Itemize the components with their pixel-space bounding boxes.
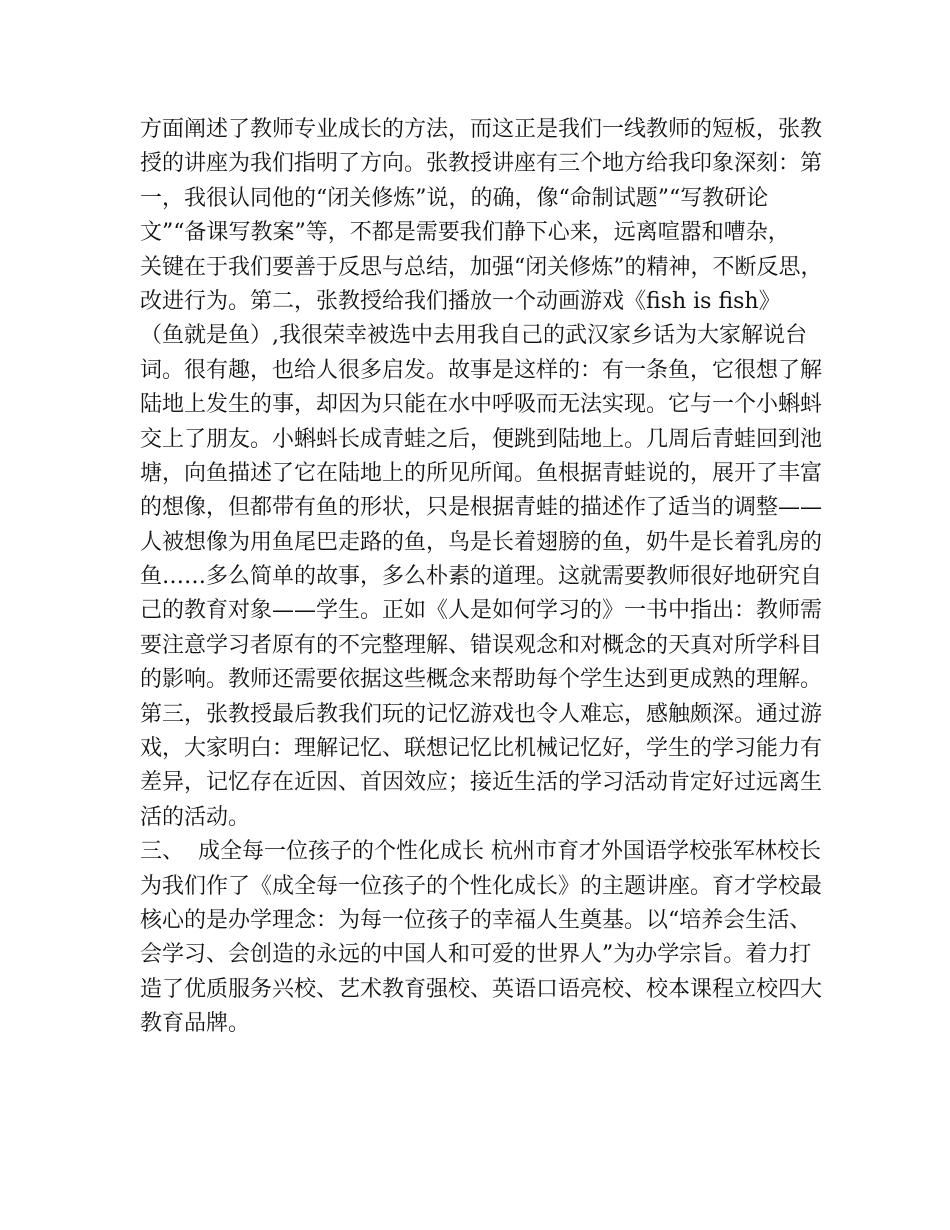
text-line: 人被想像为用鱼尾巴走路的鱼，鸟是长着翅膀的鱼，奶牛是长着乳房的: [140, 529, 823, 555]
text-line: 的想像，但都带有鱼的形状，只是根据青蛙的描述作了适当的调整——: [140, 495, 823, 521]
text-line: 要注意学习者原有的不完整理解、错误观念和对概念的天真对所学科目: [140, 632, 823, 658]
text-line: 交上了朋友。小蝌蚪长成青蛙之后，便跳到陆地上。几周后青蛙回到池: [140, 426, 823, 452]
text-line: 教育品牌。: [140, 1011, 251, 1037]
text-line: 一，我很认同他的“闭关修炼”说，的确，像“命制试题”“写教研论: [140, 185, 769, 211]
text-line: 改进行为。第二，张教授给我们播放一个动画游戏《fish is fish》: [140, 288, 781, 314]
text-line: 己的教育对象——学生。正如《人是如何学习的》一书中指出：教师需: [140, 598, 823, 624]
text-line: 词。很有趣，也给人很多启发。故事是这样的：有一条鱼，它很想了解: [140, 357, 823, 383]
text-line: 核心的是办学理念：为每一位孩子的幸福人生奠基。以“培养会生活、: [140, 907, 812, 933]
body-text: [140, 113, 840, 1042]
text-line: 授的讲座为我们指明了方向。张教授讲座有三个地方给我印象深刻：第: [140, 151, 823, 177]
text-line: 差异，记忆存在近因、首因效应；接近生活的学习活动肯定好过远离生: [140, 770, 823, 796]
text-line: 的影响。教师还需要依据这些概念来帮助每个学生达到更成熟的理解。: [140, 667, 823, 693]
text-line: 戏，大家明白：理解记忆、联想记忆比机械记忆好，学生的学习能力有: [140, 736, 823, 762]
text-line: 鱼……多么简单的故事，多么朴素的道理。这就需要教师很好地研究自: [140, 564, 823, 590]
text-line: 陆地上发生的事，却因为只能在水中呼吸而无法实现。它与一个小蝌蚪: [140, 392, 823, 418]
text-line: 造了优质服务兴校、艺术教育强校、英语口语亮校、校本课程立校四大: [140, 976, 823, 1002]
section-heading-line: 三、 成全每一位孩子的个性化成长 杭州市育才外国语学校张军林校长: [140, 839, 821, 865]
text-line: 会学习、会创造的永远的中国人和可爱的世界人”为办学宗旨。着力打: [140, 942, 812, 968]
text-line: （鱼就是鱼）,我很荣幸被选中去用我自己的武汉家乡话为大家解说台: [140, 323, 807, 349]
text-line: 为我们作了《成全每一位孩子的个性化成长》的主题讲座。育才学校最: [140, 873, 823, 899]
text-line: 第三，张教授最后教我们玩的记忆游戏也令人难忘，感触颇深。通过游: [140, 701, 823, 727]
text-line: 文”“备课写教案”等，不都是需要我们静下心来，远离喧嚣和嘈杂，: [140, 220, 790, 246]
text-line: 活的活动。: [140, 804, 251, 830]
text-line: 方面阐述了教师专业成长的方法，而这正是我们一线教师的短板，张教: [140, 117, 823, 142]
text-line: 塘，向鱼描述了它在陆地上的所见所闻。鱼根据青蛙说的，展开了丰富: [140, 460, 823, 486]
text-line: 关键在于我们要善于反思与总结，加强“闭关修炼”的精神，不断反思，: [140, 254, 823, 280]
